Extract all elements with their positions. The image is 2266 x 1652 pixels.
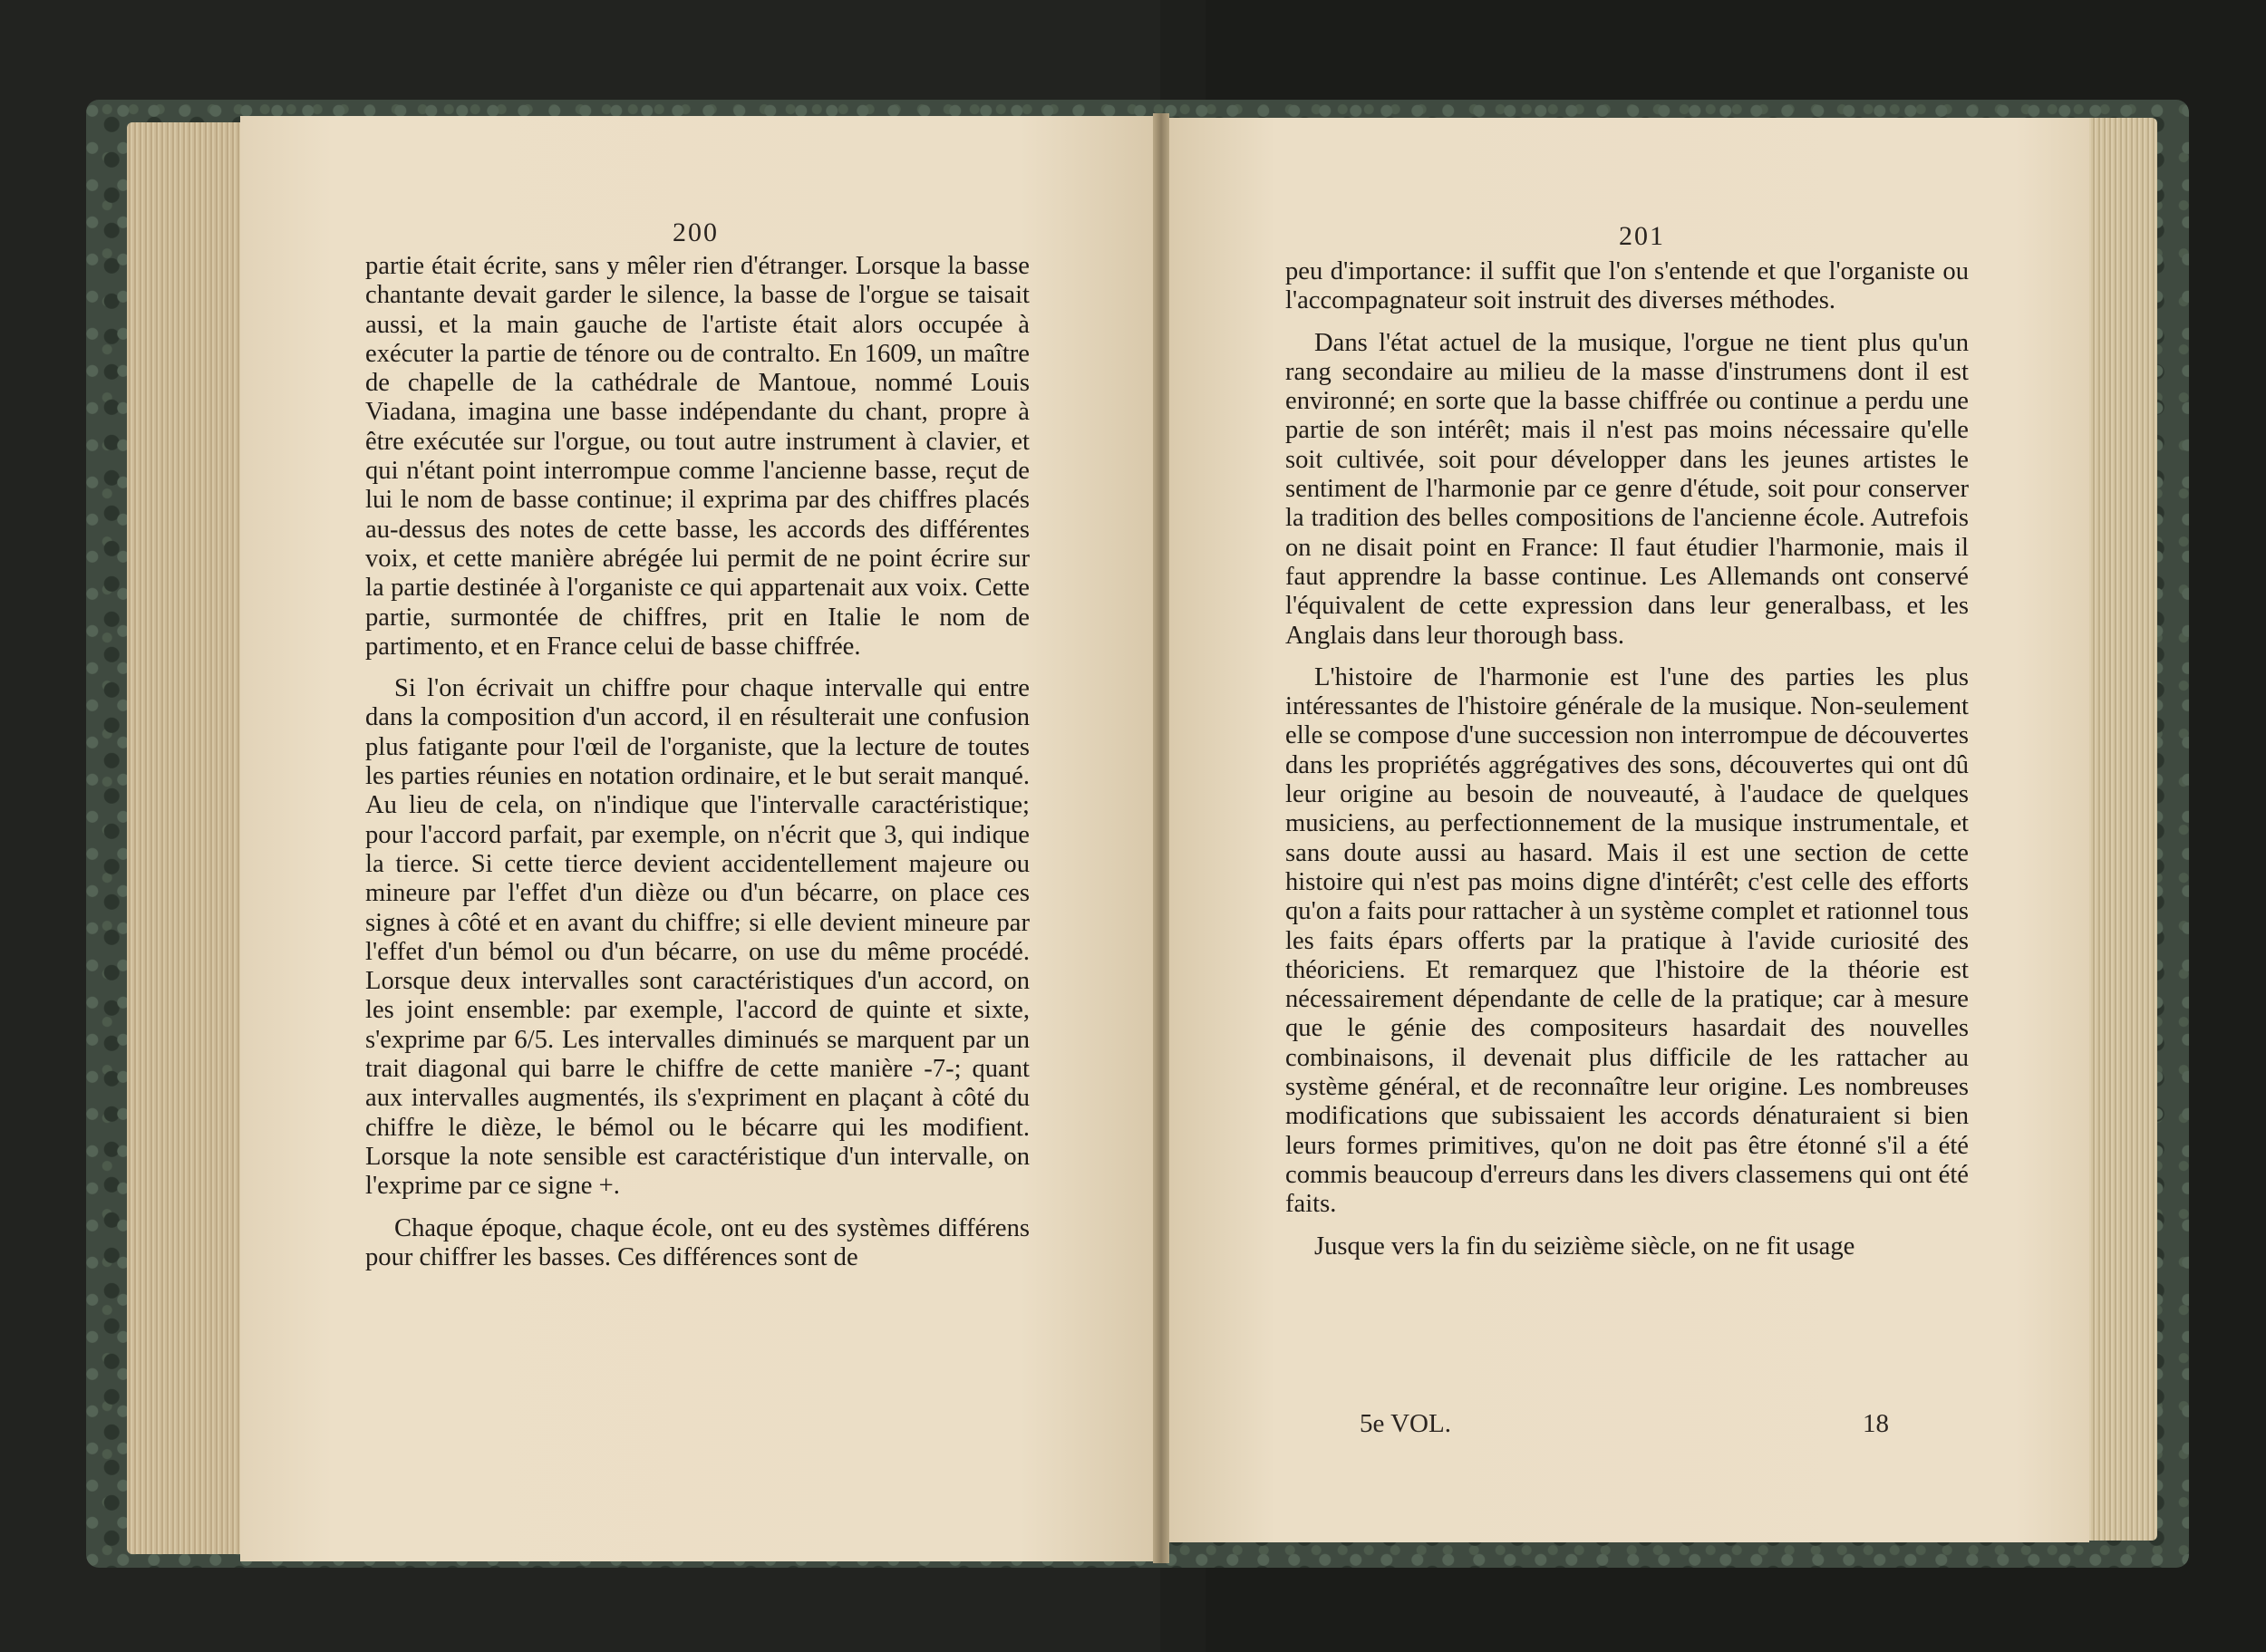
right-page-number: 201: [1619, 221, 1665, 251]
right-paragraph-2: Dans l'état actuel de la musique, l'orgue ne tient plus qu'un rang secondaire au milieu de la masse d'instrumens dont il est environné; en sorte que la basse chiffrée ou continue a perdu une partie de son intérêt; mais il n'est pas moins nécessaire qu'elle soit cultivée, soit pour développer dans les jeunes artistes le sentiment de l'harmonie par ce genre d'étude, soit pour conserver la tradition des belles compositions de l'ancienne école. Autrefois on ne disait point en France: Il faut étudier l'harmonie, mais il faut apprendre la basse continue. Les Allemands ont conservé l'équivalent de cette expression dans leur generalbass, et les Anglais dans leur thorough bass.: [1285, 328, 1969, 650]
left-paragraph-2: Si l'on écrivait un chiffre pour chaque intervalle qui entre dans la composition d'un accord, il en résulterait une confusion plus fatigante pour l'œil de l'organiste, que la lecture de toutes les parties réunies en notation ordinaire, et le but serait manqué. Au lieu de cela, on n'indique que l'intervalle caractéristique; pour l'accord parfait, par exemple, on n'écrit que 3, qui indique la tierce. Si cette tierce devient accidentellement majeure ou mineure par l'effet d'un dièze ou d'un bécarre, on place ces signes à côté et en avant du chiffre; si elle devient mineure par l'effet d'un bémol ou d'un bécarre, on use du même procédé. Lorsque deux intervalles sont caractéristiques d'un accord, on les joint ensemble: par exemple, l'accord de quinte et sixte, s'exprime par 6/5. Les intervalles diminués se marquent par un trait diagonal qui barre le chiffre de cette manière -7-; quant aux intervalles augmentés, ils s'expriment en plaçant à côté du chiffre le dièze, le bémol ou le bécarre qui les modifient. Lorsque la note sensible est caractéristique d'un intervalle, on l'exprime par ce signe +.: [365, 674, 1030, 1201]
right-paragraph-1: peu d'importance: il suffit que l'on s'entende et que l'organiste ou l'accompagnateur soit instruit des diverses méthodes.: [1285, 257, 1969, 315]
signature-volume: 5e VOL.: [1360, 1409, 1451, 1438]
right-paragraph-4: Jusque vers la fin du seizième siècle, on ne fit usage: [1314, 1232, 1855, 1261]
page-edges-right: [2080, 118, 2157, 1541]
page-edges-left: [127, 122, 254, 1554]
left-paragraph-1: partie était écrite, sans y mêler rien d'étranger. Lorsque la basse chantante devait garder le silence, la basse de l'orgue se taisait aussi, et la main gauche de l'artiste était alors occupée à exécuter la partie de ténore ou de contralto. En 1609, un maître de chapelle de la cathédrale de Mantoue, nommé Louis Viadana, imagina une basse indépendante du chant, propre à être exécutée sur l'orgue, ou tout autre instrument à clavier, et qui n'étant point interrompue comme l'ancienne basse, reçut de lui le nom de basse continue; il exprima par des chiffres placés au-dessus des notes de cette basse, les accords des différentes voix, et cette manière abrégée lui permit de ne point écrire sur la partie destinée à l'organiste ce qui appartenait aux voix. Cette partie, surmontée de chiffres, prit en Italie le nom de partimento, et en France celui de basse chiffrée.: [365, 252, 1030, 661]
book-gutter: [1153, 113, 1169, 1563]
left-page-number: 200: [673, 217, 719, 247]
left-page-text: [365, 252, 1030, 1394]
right-paragraph-3: L'histoire de l'harmonie est l'une des parties les plus intéressantes de l'histoire générale de la musique. Non-seulement elle se compose d'une succession non interrompue de découvertes dans les propriétés aggrégatives des sons, découvertes qui ont dû leur origine au besoin de nouveauté, à l'audace de quelques musiciens, au perfectionnement de la musique instrumentale, et sans doute aussi au hasard. Mais il est une section de cette histoire qui n'est pas moins digne d'intérêt; c'est celle des efforts qu'on a faits pour rattacher à un système complet et rationnel tous les faits épars offerts par la pratique à l'avide curiosité des théoriciens. Et remarquez que l'histoire de la théorie est nécessairement dépendante de celle de la pratique; car à mesure que le génie des compositeurs hasardait des nouvelles combinaisons, il devenait plus difficile de les rattacher au système général, et de reconnaître leur origine. Les nombreuses modifications que subissaient les accords dénaturaient si bien leurs formes primitives, qu'on ne doit pas être étonné s'il a été commis beaucoup d'erreurs dans les divers classemens qui ont été faits.: [1285, 662, 1969, 1219]
right-page-text: [1285, 257, 1969, 1408]
left-paragraph-3: Chaque époque, chaque école, ont eu des systèmes différens pour chiffrer les basses. Ces différences sont de: [365, 1213, 1030, 1271]
signature-number: 18: [1863, 1409, 1889, 1438]
